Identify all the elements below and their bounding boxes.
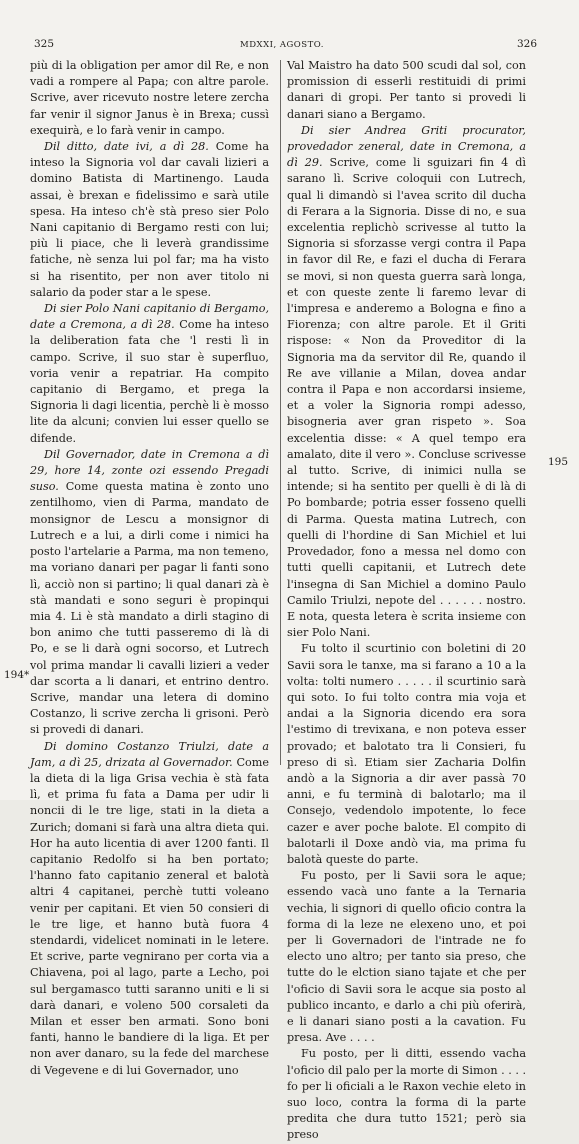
page-number-left: 325	[34, 38, 55, 50]
paragraph	[287, 641, 526, 868]
paragraph-text: Come ha inteso la Signoria vol dar cavali lizieri a domino Batista di Martinengo. Lauda assai, è brexan e fidelissimo e sarà utile spesa. Ha inteso ch'è stà preso sier Polo Nani capitanio di Bergamo resti con lui; più li piace, che li leverà grandissime fatiche, nè senza lui pol far; ma ha visto si ha risentito, per non aver titolo ni salario da poder star a le spese.	[30, 140, 269, 299]
page-header	[0, 38, 579, 52]
letter-heading: Di sier Polo Nani capitanio di Bergamo, date a Cremona, a dì 28.	[30, 302, 269, 332]
paragraph	[30, 58, 269, 139]
paragraph-text: Come questa matina è zonto uno zentilhomo, vien di Parma, mandato de monsignor de Lescu a monsignor di Lutrech e a lui, a dirli come i nimici ha posto l'artelarie a Parma, ma non temeno, ma voriano danari per pagar li fanti sono lì, acciò non si partino; li qual danari zà è stà mandati e sono seguri è propinqui mia 4. Li è stà mandato a dirli stagino di bon animo che tutti passeremo di là di Po, e se li darà ogni socorso, et Lutrech vol prima mandar li cavalli lizieri a veder dar scorta a li danari, et entrino dentro. Scrive, mandar una letera di domino Costanzo, li scrive zercha li grisoni. Però si provedi di danari.	[30, 480, 269, 737]
paragraph	[30, 139, 269, 301]
paragraph	[287, 1046, 526, 1143]
column-divider	[280, 60, 281, 765]
letter-heading: Dil ditto, date ivi, a dì 28.	[44, 140, 209, 154]
paragraph-text: più di la obligation per amor dil Re, e non vadi a rompere al Papa; con altre parole. Scrive, aver ricevuto nostre letere zercha far venir il signor Janus è in Brexa; cussì exequirà, e lo farà venir in campo.	[30, 59, 269, 137]
right-column	[287, 58, 526, 1144]
paragraph-text: Fu tolto il scurtinio con boletini di 20 Savii sora le tanxe, ma si farano a 10 a la volta: tolti numero . . . . . il scurtinio sarà qui soto. Io fui tolto contra mia voja et andai a la Signoria dicendo era sora l'estimo di trevixana, e non poteva esser provado; et balotato tra li Consieri, fu preso di sì. Etiam sier Zacharia Dolfin andò a la Signoria a dir aver passà 70 anni, e fu terminà di balotarlo; ma il Consejo, vedendolo impotente, lo fece cazer e aver poche balote. El compito di balotarli il Doxe andò via, ma prima fu balotà queste do parte.	[287, 642, 526, 866]
letter-heading: Di sier Andrea Griti procurator, provedador zeneral, date in Cremona, a dì 29.	[287, 123, 526, 170]
letter-heading: Dil Governador, date in Cremona a dì 29, hore 14, zonte ozi essendo Pregadi suso.	[30, 447, 269, 494]
paragraph	[287, 123, 526, 642]
margin-note-left: 194*	[4, 669, 30, 681]
left-column	[30, 58, 269, 1079]
paragraph	[287, 868, 526, 1046]
page-number-right: 326	[517, 38, 538, 50]
paragraph	[30, 301, 269, 447]
paragraph-text: Come ha inteso la deliberation fata che 'l resti lì in campo. Scrive, il suo star è superfluo, voria venir a repatriar. Ha compito capitanio di Bergamo, et prega la Signoria li dagi licentia, perchè li è mosso lite da alcuni; convien lui esser quello se difende.	[30, 318, 269, 445]
margin-note-right: 195	[548, 456, 569, 468]
paragraph-text: Come la dieta di la liga Grisa vechia è stà fata lì, et prima fu fata a Dama per udir li noncii di le tre lige, stati in la dieta a Zurich; domani si farà una altra dieta qui. Hor ha auto licentia di aver 1200 fanti. Il capitanio Redolfo si ha ben portato; l'hanno fato capitanio zeneral et balotà altri 4 capitanei, perchè tutti voleano venir per capitani. Et vien 50 consieri di le tre lige, et hanno butà fuora 4 stendardi, videlicet nominati in le letere. Et scrive, parte vegnirano per corta via a Chiavena, poi al lago, parte a Lecho, poi sul bergamasco tutti saranno uniti e li si darà danari, e voleno 500 corsaleti da Milan et esser ben armati. Sono boni fanti, hanno le bandiere di la liga. Et per non aver danaro, su la fede del marchese di Vegevene e di lui Governador, uno	[30, 755, 269, 1077]
running-title: MDXXI, AGOSTO.	[240, 40, 324, 50]
paragraph	[30, 739, 269, 1079]
paragraph	[287, 58, 526, 123]
paragraph-text: Fu posto, per li ditti, essendo vacha l'oficio dil palo per la morte di Simon . . . . fo per li oficiali a le Raxon vechie eleto in suo loco, contra la forma di la parte predita che dura tutto 1521; però sia preso	[287, 1047, 526, 1142]
paragraph-text: Scrive, come li sguizari fin 4 dì sarano lì. Scrive coloquii con Lutrech, qual li dimandò si l'avea scrito dil ducha di Ferara a la Signoria. Disse di no, e sua excelentia replichò scrivesse al tutto la Signoria si sforzasse vergi contra il Papa in favor dil Re, e fazi el ducha di Ferara se movi, si non questa guerra sarà longa, et con queste zente li faremo levar di l'impresa e anderemo a Bologna e fino a Fiorenza; con altre parole. Et il Griti rispose: « Non da Proveditor di la Signoria ma da servitor dil Re, quando il Re ave villanie a Milan, dovea andar contra il Papa e non accordarsi insieme, et a voler la Signoria rompi adesso, bisogneria aver gran rispeto ». Soa excelentia disse: « A quel tempo era amalato, dite il vero ». Concluse scrivesse al tutto. Scrive, di inimici nulla se intende; si ha sentito per quelli è di là di Po bombarde; potria esser fosseno quelli di Parma. Questa matina Lutrech, con quelli di l'hordine di San Michiel et lui Provedador, fono a messa nel domo con tutti quelli capitanii, et Lutrech dete l'insegna di San Michiel a domino Paulo Camilo Triulzi, nepote del . . . . . . nostro. E nota, questa letera è scrita insieme con sier Polo Nani.	[287, 156, 526, 640]
paragraph-text: Val Maistro ha dato 500 scudi dal sol, con promission di esserli restituidi di primi danari di gropi. Per tanto si provedi li danari siano a Bergamo.	[287, 59, 526, 121]
paragraph-text: Fu posto, per li Savii sora le aque; essendo vacà uno fante a la Ternaria vechia, li signori di quello oficio contra la forma di la leze ne elexeno uno, et poi per li Governadori de l'intrade ne fo electo uno altro; per tanto sia preso, che tutte do le elction siano tajate et che per l'oficio di Savii sora le acque sia posto al publico incanto, e darlo a chi più oferirà, e li danari siano posti a la cavation. Fu presa. Ave . . . .	[287, 869, 526, 1045]
letter-heading: Di domino Costanzo Triulzi, date a Jam, a dì 25, drizata al Governador.	[30, 739, 269, 769]
paragraph	[30, 447, 269, 739]
